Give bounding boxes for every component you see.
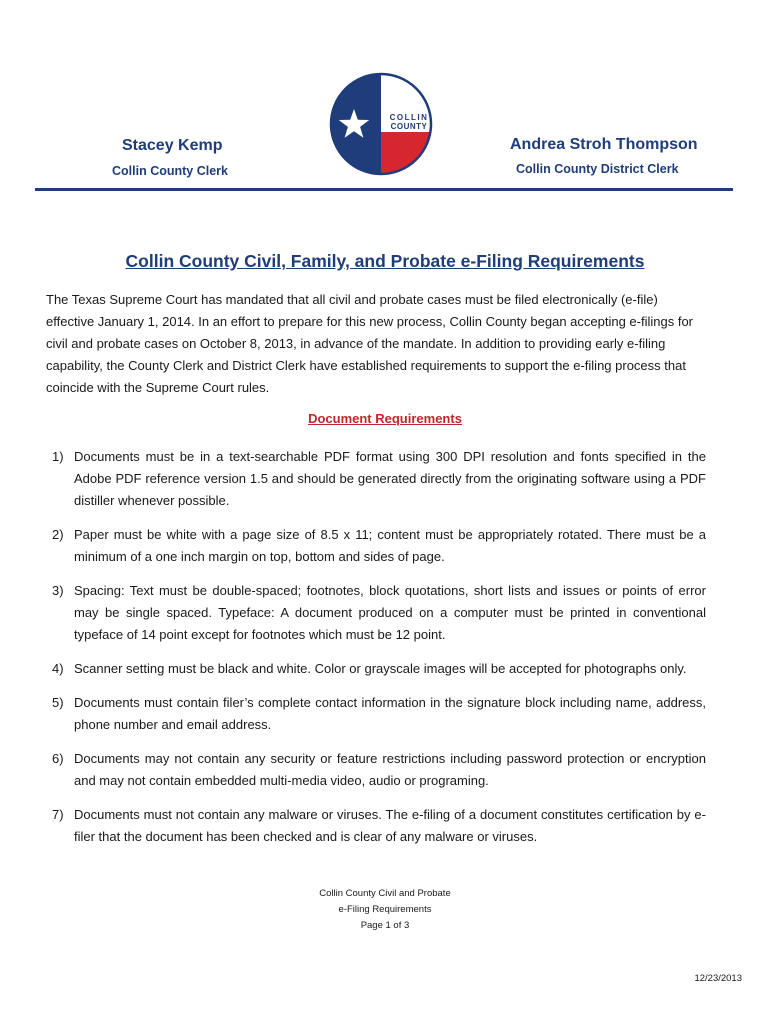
list-item-text: Documents may not contain any security or feature restrictions including password protection or encryption and may not contain embedded multi-media video, audio or programing.	[74, 751, 706, 788]
footer-line2: e-Filing Requirements	[338, 904, 432, 915]
footer-line1: Collin County Civil and Probate	[319, 888, 451, 899]
list-item-text: Documents must be in a text-searchable PDF format using 300 DPI resolution and fonts specified in the Adobe PDF reference version 1.5 and should be generated directly from the originating software using a PDF distiller whenever possible.	[74, 449, 706, 508]
list-item-number: 6)	[52, 751, 64, 766]
list-item-text: Documents must not contain any malware or viruses. The e-filing of a document constitutes certification by e-filer that the document has been checked and is clear of any malware or viruses.	[74, 807, 706, 844]
list-item-number: 1)	[52, 449, 64, 464]
logo-text-line2: COUNTY	[390, 122, 428, 131]
list-item-number: 3)	[52, 583, 64, 598]
left-official-name: Stacey Kemp	[122, 137, 223, 154]
logo-text-line1: COLLIN	[389, 113, 429, 122]
list-item	[46, 692, 706, 736]
list-item	[46, 446, 706, 512]
list-item-text: Scanner setting must be black and white. Color or grayscale images will be accepted for photographs only.	[74, 661, 687, 676]
list-item-number: 5)	[52, 695, 64, 710]
requirements-list	[46, 446, 706, 848]
list-item	[46, 804, 706, 848]
right-official-title: Collin County District Clerk	[516, 162, 679, 176]
logo-red-field	[381, 132, 435, 178]
list-item-text: Documents must contain filer’s complete contact information in the signature block including name, address, phone number and email address.	[74, 695, 706, 732]
section-heading: Document Requirements	[308, 411, 462, 426]
list-item	[46, 658, 706, 680]
list-item-number: 2)	[52, 527, 64, 542]
list-item-text: Paper must be white with a page size of 8.5 x 11; content must be appropriately rotated. There must be a minimum of a one inch margin on top, bottom and sides of page.	[74, 527, 706, 564]
page-number: Page 1 of 3	[360, 920, 410, 931]
collin-county-logo	[327, 70, 435, 178]
list-item-number: 7)	[52, 807, 64, 822]
list-item	[46, 580, 706, 646]
right-official-name: Andrea Stroh Thompson	[510, 136, 698, 153]
left-official-title: Collin County Clerk	[112, 164, 228, 178]
footer-date: 12/23/2013	[694, 973, 742, 984]
list-item	[46, 524, 706, 568]
list-item-number: 4)	[52, 661, 64, 676]
intro-paragraph: The Texas Supreme Court has mandated that all civil and probate cases must be filed electronically (e-file) effective January 1, 2014. In an effort to prepare for this new process, Collin County began accepting e-filings for civil and probate cases on October 8, 2013, in advance of the mandate. In addition to providing early e-filing capability, the County Clerk and District Clerk have established requirements to support the e-filing process that coincide with the Supreme Court rules.	[46, 292, 694, 395]
page-footer	[0, 886, 770, 934]
document-title: Collin County Civil, Family, and Probate e-Filing Requirements	[125, 251, 645, 271]
list-item-text: Spacing: Text must be double-spaced; footnotes, block quotations, short lists and issues or points of error may be single spaced. Typeface: A document produced on a computer must be printed in conventional typeface of 14 point except for footnotes which must be 12 point.	[74, 583, 706, 642]
header-divider	[35, 188, 733, 191]
list-item	[46, 748, 706, 792]
